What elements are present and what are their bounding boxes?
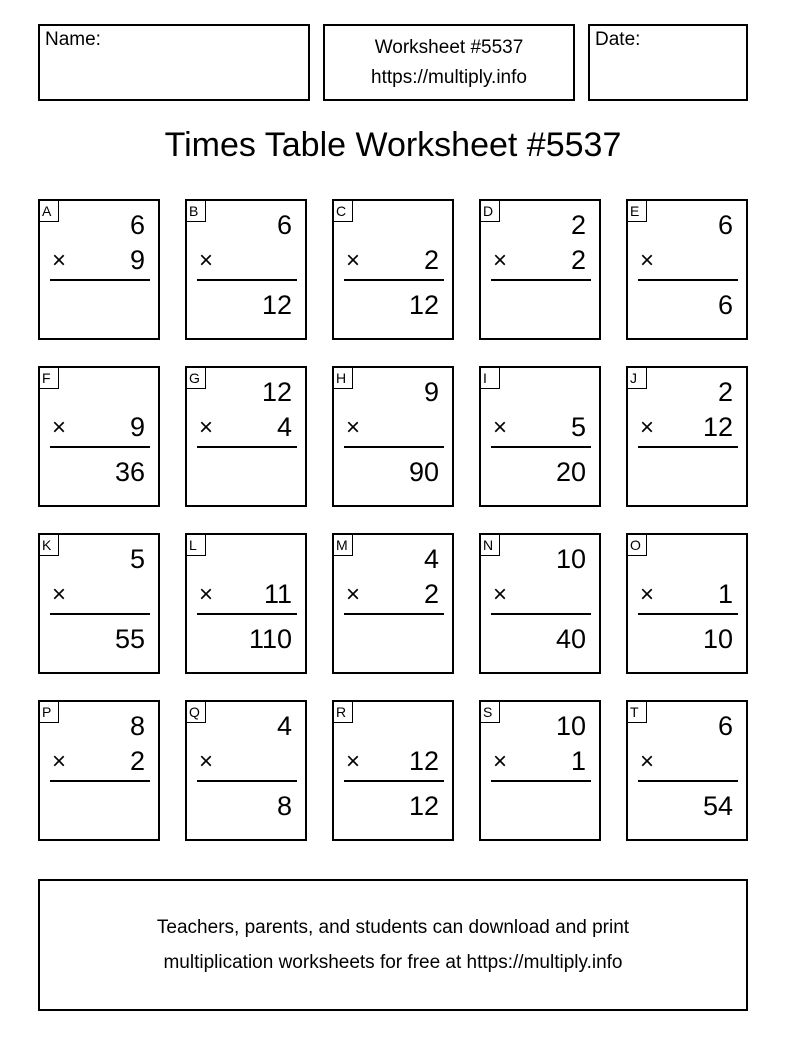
problem-letter: R	[334, 702, 353, 723]
problem-card	[626, 533, 748, 674]
bottom-factor: 2	[129, 746, 145, 776]
times-sign: ×	[640, 748, 655, 775]
product: 10	[702, 624, 733, 654]
problem-card	[332, 700, 454, 841]
bottom-factor: 1	[717, 579, 733, 609]
name-field[interactable]	[38, 24, 310, 101]
bottom-factor: 2	[423, 579, 439, 609]
answer-line	[491, 446, 591, 448]
answer-line	[344, 613, 444, 615]
problem-card	[479, 199, 601, 340]
times-sign: ×	[346, 581, 361, 608]
problem-card	[38, 366, 160, 507]
problem-card	[332, 199, 454, 340]
problem-letter: S	[481, 702, 500, 723]
worksheet-url: https://multiply.info	[371, 67, 527, 88]
problem-card	[185, 366, 307, 507]
bottom-factor: 9	[129, 412, 145, 442]
times-sign: ×	[640, 581, 655, 608]
bottom-factor: 11	[263, 579, 292, 609]
problem-letter: E	[628, 201, 647, 222]
date-label: Date:	[595, 29, 641, 50]
top-factor: 2	[717, 377, 733, 407]
bottom-factor: 2	[570, 245, 586, 275]
answer-line	[197, 613, 297, 615]
product: 6	[717, 290, 733, 320]
top-factor: 10	[555, 544, 586, 574]
top-factor: 6	[717, 711, 733, 741]
problem-letter: K	[40, 535, 59, 556]
product: 20	[555, 457, 586, 487]
bottom-factor: 12	[408, 746, 439, 776]
times-sign: ×	[346, 247, 361, 274]
times-sign: ×	[199, 748, 214, 775]
footer-line-1: Teachers, parents, and students can download and print	[156, 917, 630, 938]
answer-line	[344, 279, 444, 281]
answer-line	[50, 279, 150, 281]
answer-line	[344, 446, 444, 448]
top-factor: 4	[276, 711, 292, 741]
top-factor: 10	[555, 711, 586, 741]
problem-letter: F	[40, 368, 59, 389]
bottom-factor: 1	[570, 746, 586, 776]
product: 110	[248, 624, 292, 654]
problem-card	[479, 366, 601, 507]
answer-line	[491, 279, 591, 281]
bottom-factor: 9	[129, 245, 145, 275]
problem-card	[38, 700, 160, 841]
top-factor: 8	[129, 711, 145, 741]
problem-card	[479, 533, 601, 674]
problem-card	[626, 700, 748, 841]
product: 55	[114, 624, 145, 654]
top-factor: 6	[276, 210, 292, 240]
worksheet-info-box	[323, 24, 575, 101]
problem-letter: J	[628, 368, 647, 389]
top-factor: 6	[129, 210, 145, 240]
times-sign: ×	[52, 414, 67, 441]
date-field[interactable]	[588, 24, 748, 101]
problem-card	[38, 533, 160, 674]
problem-letter: T	[628, 702, 647, 723]
answer-line	[491, 613, 591, 615]
answer-line	[197, 780, 297, 782]
problem-letter: D	[481, 201, 500, 222]
bottom-factor: 4	[276, 412, 292, 442]
times-sign: ×	[199, 414, 214, 441]
page-title: Times Table Worksheet #5537	[164, 126, 622, 164]
times-sign: ×	[52, 581, 67, 608]
problem-card	[185, 700, 307, 841]
product: 12	[261, 290, 292, 320]
times-sign: ×	[493, 581, 508, 608]
problem-card	[626, 366, 748, 507]
top-factor: 2	[570, 210, 586, 240]
problem-letter: N	[481, 535, 500, 556]
times-sign: ×	[640, 414, 655, 441]
problem-card	[38, 199, 160, 340]
problem-card	[332, 366, 454, 507]
answer-line	[50, 446, 150, 448]
answer-line	[638, 780, 738, 782]
bottom-factor: 2	[423, 245, 439, 275]
answer-line	[50, 780, 150, 782]
times-sign: ×	[346, 414, 361, 441]
answer-line	[50, 613, 150, 615]
product: 12	[408, 290, 439, 320]
top-factor: 6	[717, 210, 733, 240]
product: 90	[408, 457, 439, 487]
problem-card	[332, 533, 454, 674]
top-factor: 12	[261, 377, 292, 407]
footer-line-2: multiplication worksheets for free at https://multiply.info	[163, 952, 623, 973]
problem-letter: M	[334, 535, 353, 556]
problem-letter: B	[187, 201, 206, 222]
answer-line	[197, 279, 297, 281]
bottom-factor: 5	[570, 412, 586, 442]
problem-card	[185, 199, 307, 340]
problem-letter: L	[187, 535, 206, 556]
top-factor: 4	[423, 544, 439, 574]
problem-letter: P	[40, 702, 59, 723]
problem-card	[479, 700, 601, 841]
bottom-factor: 12	[702, 412, 733, 442]
times-sign: ×	[640, 247, 655, 274]
times-sign: ×	[493, 748, 508, 775]
times-sign: ×	[346, 748, 361, 775]
product: 8	[276, 791, 292, 821]
problem-letter: O	[628, 535, 647, 556]
product: 54	[702, 791, 733, 821]
times-sign: ×	[199, 581, 214, 608]
problem-letter: G	[187, 368, 206, 389]
answer-line	[491, 780, 591, 782]
times-sign: ×	[52, 247, 67, 274]
answer-line	[638, 446, 738, 448]
footer-box	[38, 879, 748, 1011]
answer-line	[197, 446, 297, 448]
problem-letter: H	[334, 368, 353, 389]
answer-line	[638, 613, 738, 615]
problem-card	[626, 199, 748, 340]
problem-card	[185, 533, 307, 674]
name-label: Name:	[45, 29, 101, 50]
top-factor: 5	[129, 544, 145, 574]
times-sign: ×	[52, 748, 67, 775]
answer-line	[638, 279, 738, 281]
times-sign: ×	[493, 247, 508, 274]
problem-letter: Q	[187, 702, 206, 723]
problem-letter: C	[334, 201, 353, 222]
product: 40	[555, 624, 586, 654]
times-sign: ×	[199, 247, 214, 274]
answer-line	[344, 780, 444, 782]
problem-letter: I	[481, 368, 500, 389]
product: 12	[408, 791, 439, 821]
times-sign: ×	[493, 414, 508, 441]
worksheet-number: Worksheet #5537	[374, 37, 524, 58]
top-factor: 9	[423, 377, 439, 407]
problem-letter: A	[40, 201, 59, 222]
product: 36	[114, 457, 145, 487]
